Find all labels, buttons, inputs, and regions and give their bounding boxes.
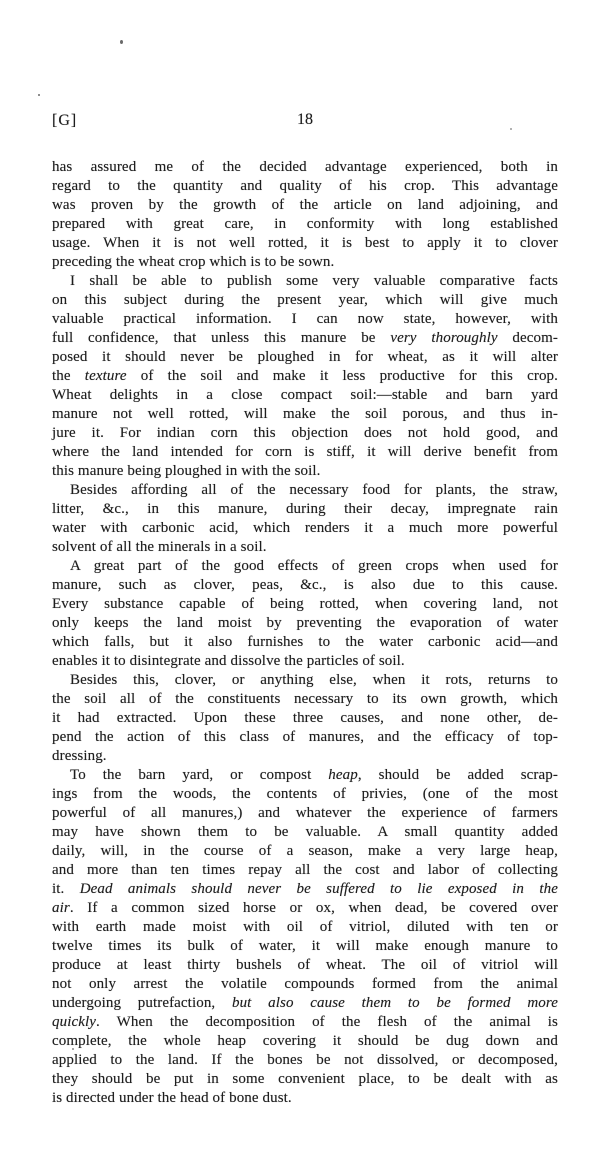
signature-mark: [G] (52, 112, 78, 129)
page-header (52, 110, 558, 132)
text-line: jure it. For indian corn this objection does not hold good, and (52, 425, 558, 441)
page-number: 18 (297, 111, 313, 128)
text-line: and more than ten times repay all the cost and labor of collecting (52, 862, 558, 878)
text-line: valuable practical information. I can now state, however, with (52, 311, 558, 327)
text-line: quickly. When the decomposition of the flesh of the animal is (52, 1014, 558, 1030)
paragraph (52, 766, 558, 1108)
text-line: the soil all of the constituents necessary to its own growth, which (52, 691, 558, 707)
text-line: ings from the woods, the contents of privies, (one of the most (52, 786, 558, 802)
document-body (52, 158, 558, 1108)
text-line: which falls, but it also furnishes to the water carbonic acid—and (52, 634, 558, 650)
text-line: water with carbonic acid, which renders it a much more powerful (52, 520, 558, 536)
text-line: preceding the wheat crop which is to be sown. (52, 254, 335, 270)
text-line: was proven by the growth of the article on land adjoining, and (52, 197, 558, 213)
text-line: where the land intended for corn is stiff, it will derive benefit from (52, 444, 558, 460)
scan-speck (120, 40, 123, 44)
paragraph (52, 557, 558, 671)
paragraph (52, 481, 558, 557)
text-line: To the barn yard, or compost heap, should be added scrap- (70, 767, 558, 783)
text-line: I shall be able to publish some very valuable comparative facts (70, 273, 558, 289)
text-line: Besides this, clover, or anything else, when it rots, returns to (70, 672, 558, 688)
text-line: manure, such as clover, peas, &c., is also due to this cause. (52, 577, 558, 593)
text-line: full confidence, that unless this manure be very thoroughly decom- (52, 330, 559, 346)
text-line: not only arrest the volatile compounds formed from the animal (52, 976, 558, 992)
text-line: regard to the quantity and quality of his crop. This advantage (52, 178, 558, 194)
text-line: litter, &c., in this manure, during their decay, impregnate rain (52, 501, 558, 517)
text-line: is directed under the head of bone dust. (52, 1090, 292, 1106)
text-line: manure not well rotted, will make the soil porous, and thus in- (52, 406, 558, 422)
text-line: this manure being ploughed in with the soil. (52, 463, 321, 479)
text-line: on this subject during the present year, which will give much (52, 292, 558, 308)
paragraph (52, 158, 558, 272)
text-line: usage. When it is not well rotted, it is best to apply it to clover (52, 235, 558, 251)
text-line: posed it should never be ploughed in for wheat, as it will alter (52, 349, 558, 365)
paragraph (52, 671, 558, 766)
text-line: with earth made moist with oil of vitriol, diluted with ten or (52, 919, 558, 935)
text-line: undergoing putrefaction, but also cause them to be formed more (52, 995, 558, 1011)
text-line: they should be put in some convenient place, to be dealt with as (52, 1071, 558, 1087)
text-line: only keeps the land moist by preventing the evaporation of water (52, 615, 558, 631)
text-line: produce at least thirty bushels of wheat. The oil of vitriol will (52, 957, 558, 973)
text-line: enables it to disintegrate and dissolve the particles of soil. (52, 653, 405, 669)
text-line: prepared with great care, in conformity with long established (52, 216, 558, 232)
text-line: twelve times its bulk of water, it will make enough manure to (52, 938, 558, 954)
text-line: it had extracted. Upon these three causes, and none other, de- (52, 710, 558, 726)
text-line: Wheat delights in a close compact soil:—stable and barn yard (52, 387, 558, 403)
text-line: dressing. (52, 748, 107, 764)
text-line: powerful of all manures,) and whatever the experience of farmers (52, 805, 558, 821)
text-line: A great part of the good effects of green crops when used for (70, 558, 558, 574)
text-line: daily, will, in the course of a season, make a very large heap, (52, 843, 558, 859)
text-line: may have shown them to be valuable. A small quantity added (52, 824, 558, 840)
paragraph (52, 272, 558, 481)
text-line: has assured me of the decided advantage experienced, both in (52, 159, 558, 175)
text-line: Every substance capable of being rotted, when covering land, not (52, 596, 558, 612)
text-line: solvent of all the minerals in a soil. (52, 539, 267, 555)
text-line: applied to the land. If the bones be not dissolved, or decomposed, (52, 1052, 558, 1068)
text-line: the texture of the soil and make it less productive for this crop. (52, 368, 558, 384)
text-line: it. Dead animals should never be suffered to lie exposed in the (52, 881, 558, 897)
text-line: complete, the whole heap covering it should be dug down and (52, 1033, 558, 1049)
text-line: air. If a common sized horse or ox, when dead, be covered over (52, 900, 558, 916)
scan-speck (38, 94, 40, 96)
text-line: Besides affording all of the necessary food for plants, the straw, (70, 482, 558, 498)
text-line: pend the action of this class of manures, and the efficacy of top- (52, 729, 558, 745)
